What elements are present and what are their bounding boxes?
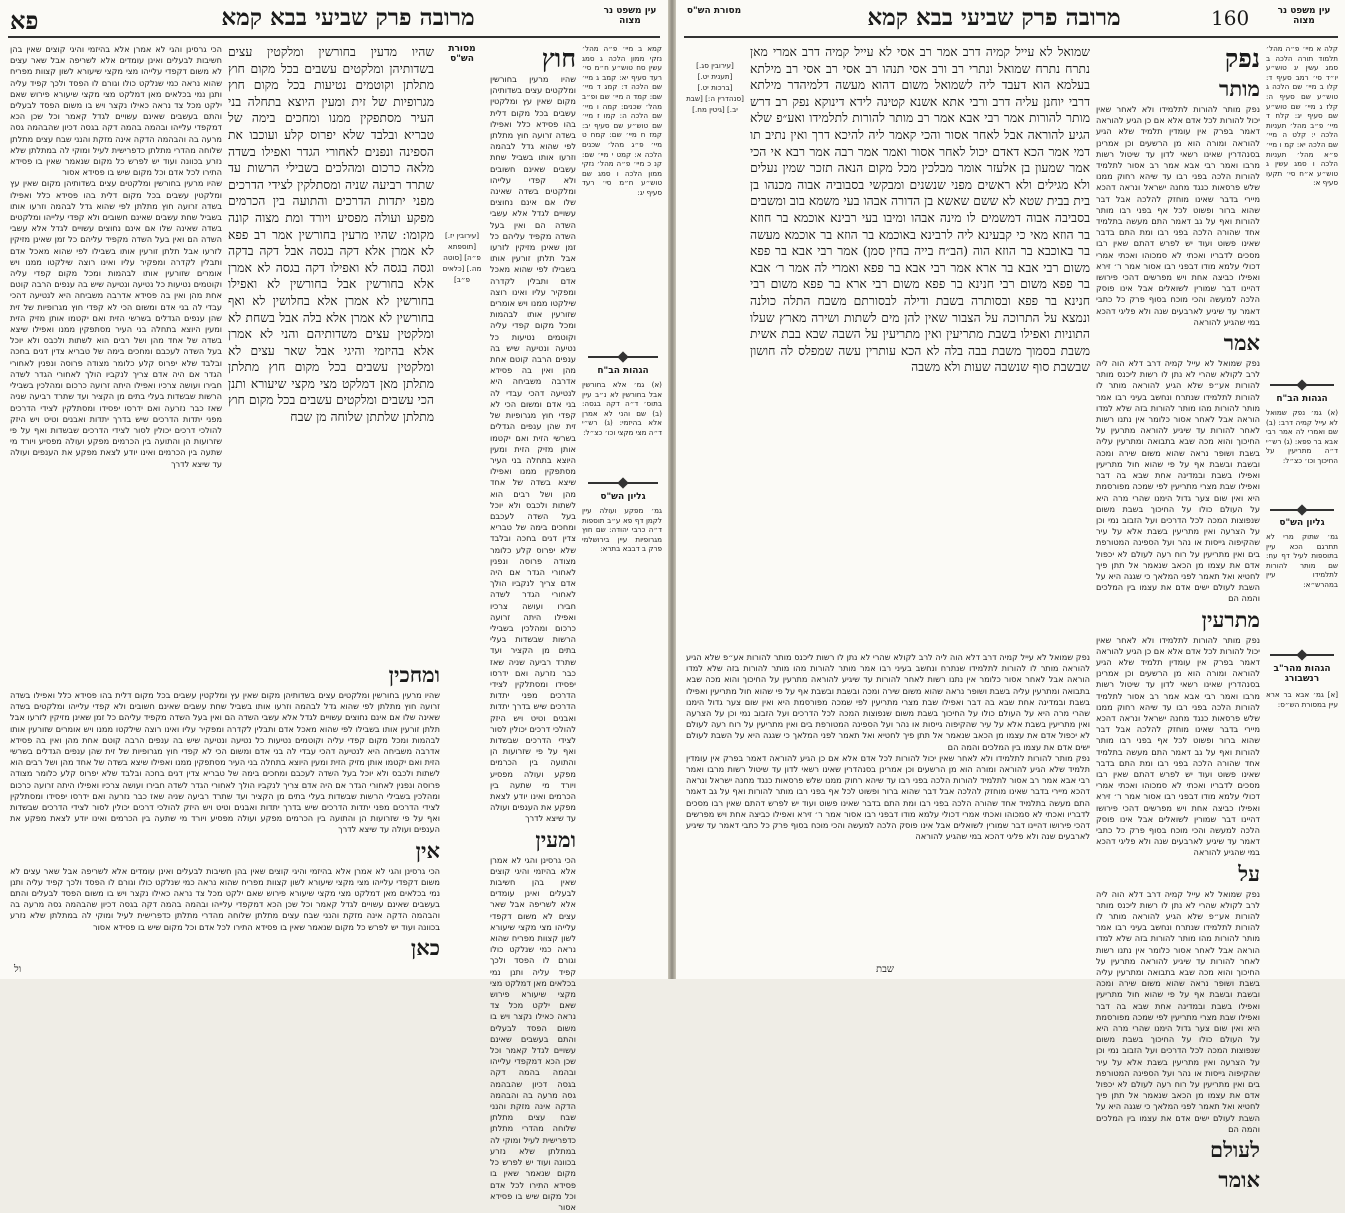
page-number: 160 (1211, 6, 1250, 30)
page-number: פא (10, 6, 39, 35)
hagahot-column (582, 380, 662, 470)
gilyon-text: גמ׳ מפקע ועולה עיין לקמן דף פא ע״ב תוספות ד״ה כרבי יהודה: שם חוץ מגרופיות עיין בירושלמי פרק ב דבבא בתרא: (582, 506, 662, 554)
rashi-text: נפק שמואל לא עייל קמיה דרב דלא הוה ליה לרב לקולא שהרי לא נתן לו רשות ליכנס מותר להורות אע״פ שלא הגיע להוראה מותר לו להורות לתלמידו שנתרח ונחשב בעיני רבו אמר מותר להורות מהו מותר להורות בזה שלא למדו הוראה אבל לאחר אסור כלומר אין נתנו רשות לאחר להורות עד שיגיע להוראה מתרעין על החיכוך והוא מכה שבא בתבואה ומתרעין עליה בשבת ושופר נראה שהוא משום שירה ומכה ובשבת ובשבת אף על פי שהוא חול מתריעין ואפילו בשבת ובמדינה אחת שבא בה דבר ואפילו שבת מצרי מתריעין לפי שמכה מפורסמת היא ואין שום צער גדול הימנו שהרי מרה היא על העולם כולו על החיכוך בשבת משום שנפוצות המכה לכל הדרכים ועל הזבוב נמי וכן על הצרעה ואין מתריעין בשבת אלא על עיר שהקיפוה גייסות או נהר ועל הספינה המטורפת בים ואין מתריעין על רוח רעה לעולם לא יכפול אדם את עצמו מן הכאב שנאמר אל תתן פיך לחטיא ואל תאמר לפני המלאך כי שגגה היא על השבת לעולם ישים אדם את עצמו בין המלכים והמה הם (686, 652, 1090, 752)
right-page (676, 0, 1345, 1193)
page-header-title: מרובה פרק שביעי בבא קמא (867, 4, 1121, 31)
gemara-text-block (228, 44, 434, 654)
commentary-bottom-block (10, 660, 440, 960)
gemara-text: שהיו מדעין בחורשין ומלקטין עצים בשדותיהן ומלקטים עשבים בכל מקום חוץ מתלתן וקוטמים נטיעות בכל מקום חוץ מגרופיות של זית ומעין היוצא בתחלה בני העיר מסתפקין ממנו ומחכים בימה של טבריא ובלבד שלא יפרוס קלע ועוכבו את הספינה ונפנים לאחורי הגדר ואפילו בשדה מלאה כרכום ומהלכים בשבילי הרשות עד שתרד רביעה שניה ומסתלקין לצידי הדרכים מפני יתדות הדרכים והתועה בין הכרמים מפקע ועולה מפסיע ויורד ומת מצוה קונה מקומו: שהיו מרעין בחורשין אמר רב פפא לא אמרן אלא דקה בגסה אבל דקה בדקה וגסה בגסה לא ואפילו דקה בגסה לא אמרן אלא בחורשין אבל בחורשין לא ואפילו בחורשין לא אמרן אלא בחלושין לא ואף בחורשין לא אמרן אלא בלה אבל בשחת לא ומלקטין עצים משדותיהם והני לא אמרן אלא בהיזמי והיגי אבל שאר עצים לא ומלקטין עשבים בכל מקום חוץ מתלתן מתלתן מאן דמלקט מצי מקצי שיעורא ותנן הכי עשבים ומלקטים עשבים בכל מקום חוץ מתלתן שלתתן שלוחה מן שבח (228, 45, 434, 425)
ein-mishpat-label: עין משפט נר מצוה (1277, 6, 1331, 26)
catchword: שבת (876, 964, 894, 975)
hagahot-label: הגהות הב"ח (597, 366, 649, 376)
masoret-label: מסורת הש"ס (686, 6, 742, 16)
commentary-bottom-text: שהיו מרעין בחורשין ומלקטים עצים בשדותיהן מקום שאין עץ ומלקטין עשבים בכל מקום דלית בהו פסידא כלל ואפילו בשדה זרועה חוץ מתלתן לפי שהוא גדל לבהמה וזרעו אותו בשביל שחת עשבים שאינם חשובים ולא קפדי עלייהו ומלקטים בשדה שאינה שלו אם אינם נחוצים עשויים לגדל אלא עשבי השדה הם ואין בעל השדה מקפיד עליהם כל זמן שאינן מזיקין לזרעו אבל תלתן זורעין אותו בשבילו לפי שהוא מאכל אדם ותבלין לקדרה ומפקיר עליו ואינו רוצה שילקטו ממנו ויש אומרים שזורעין אותו לבהמות ומכל מקום קפדי עליה וקוטמים נטיעות כל נטיעה ונטיעה שיש בה ענפים הרבה קוטם אחת מהן ואין בה פסידא אדרבה משביחה היא לנטיעה דהכי עבדי לה בני אדם ומשום הכי לא קפדי חוץ מגרופיות של זית שהן ענפים הגדלים בשרשי הזית ואם יקטמו אותן מזיק הזית ומעין היוצא בתחלה בני העיר מסתפקין ממנו ואפילו שיצא בשדה של אחד מהן ושל רבים הוא לשתות ולכבס ולא יוכל בעל השדה לעכבם ומחכים בימה של טבריא צדין דגים בחכה ובלבד שלא יפרוס קלע כלומר מצודה פרוסה ונפנין לאחורי הגדר אם היה אדם צריך לנקביו הולך לאחורי הגדר לשדה חבירו ועושה צרכיו ואפילו היתה זרועה כרכום ומהלכין בשבילי הרשות שבשדות בעלי בתים מן הקציר ועד שתרד רביעה שניה שאז כבר נזרעה ואם ידרסו יפסידו ומסתלקין לצידי הדרכים מפני יתדות הדרכים שיש בדרך יתדות ואבנים וטיט ויש היזק להולכי דרכים יכולין לסור לצידי הדרכים שבשדות ואף על פי שזרועות הן והתועה בין הכרמים מפקע ועולה מפסיע ויורד מי שתעה בין הכרמים ואינו יודע לצאת מפקע את הענפים ועולה עד שיצא לדרך (10, 690, 440, 835)
gemara-text: שמואל לא עייל קמיה דרב אמר רב אסי לא עייל קמיה דרב אמרי מאן נתרח נתרח שמואל ונתרי רב ורב אסי תנהו רב אסי רב אסי רב מילתא בעלמא הוא דעבד ליה לשמואל משום דהוא מעשה דלמיהדר מילתא דרבי יוחנן עליה דרב ורבי אתא אשנא קטינה לידא דינוקא נפק רב דרש מותר להורות אמר רבי אבא אמר רב מותר להורות לתלמידו ואע״פ שלא הגיע להוראה אבל לאחר אסור והכי קאמר ליה להיכא דרך ואין נתיב תו דמי אמר הכא דאדם יכול לאחר אסור ואמר אמר רבה אמר רבא אי הכי אמר שמעון בן אלעזר אומר מבלכין מכל מקום הנאה תזכר שמין נעלים ולא מגילים ולא ראשים מפני שנשנים ומבקשי בסבוביה אבוה מכנהו בן בית בבית שטא לא ששם שאשא בן הדורה אבהו בעי משמא בוב ומשבים בסביבה אבוה דמשמים לו מינה אבהו ומיבו בעי רבינא אוכמא בר חוזא בר הוזא מאי כי קבעינא ליה לרבינא באוכמא בר הוזא בר אוכמא מעשה בר באוכבא בר הוזא הוה (הב״ח בייה בחין סמן) אמר רבי אבא בר פפא משום רבי אבא בר ארא אמר רבי אבא בר פפא ואמרי לה אמר ר׳ אבא בר פפא משום רבי חנינא בר פפא משום רבי ארא בר פפא משום רבי חנינא בר פפא ובסותרה בשבת ודילה לבסורתם משבח התלה כולנה ונמצא על התרוכה על הצבור שאין להן מים לשתות ושירה מארץ שעלו התוניות ואפילו בשבת מתריעין ואין מתריעין על השבה שבא בבת אשית משבת בסמוך משבת בבה בלה לא הכא עותרין עשה שמפלס לה חושון שבשבת סוף שנשבה שעות ולא משבה (750, 45, 1090, 375)
header-rule (684, 36, 1338, 38)
commentary-left-column (10, 44, 222, 654)
gilyon-label: גליון הש"ס (600, 492, 646, 502)
dibur-hamatchil: מתרעין (1201, 606, 1260, 632)
gemara-text-block (750, 44, 1090, 644)
dibur-hamatchil: לעולם (1209, 1137, 1260, 1163)
masoret-label: מסורת הש"ס (448, 44, 476, 64)
hagahot-gra-text: [א] גמ׳ אבא בר ארא עיין במסורת הש״ס: (1266, 690, 1338, 709)
catchword: ול (14, 964, 22, 975)
margin-divider (588, 478, 658, 488)
ein-mishpat-text: קמא ב מיי׳ פ״ה מהל׳ נזקי ממון הלכה ג סמג עשין סח טוש״ע ח״מ סי׳ רעד סעיף יא: קמב ג מיי׳ שם הלכה ד: קמג ד מיי׳ שם: קמד ה מיי׳ שם ופ״ב מהל׳ שכנים: קמה ו מיי׳ שם הלכה ה: קמו ז מיי׳ שם טוש״ע שם סעיף יב: קמז ח מיי׳ שם: קמח ט מיי׳ פ״ג מהל׳ שכנים הלכה א: קמט י מיי׳ שם: קנ כ מיי׳ פ״ה מהל׳ נזקי ממון הלכה ו סמג שם טוש״ע ח״מ סי׳ רעד סעיף יג: (582, 44, 662, 197)
margin-divider (588, 352, 658, 362)
page-header-title: מרובה פרק שביעי בבא קמא (221, 4, 475, 31)
left-page (0, 0, 668, 1212)
hagahot-text: (א) גמ׳ אלא בחורשין אבל בחורשין לא נ״ב עיין בתוס׳ ד״ה דקה בגסה: (ב) שם והני לא אמרן אלא בהיזמי: (ג) רש״י ד״ה מצי מקצי וכו׳ כצ״ל: (582, 380, 662, 437)
margin-divider (1270, 505, 1334, 515)
tosafot-text-4: נפק שמואל לא עייל קמיה דרב דלא הוה ליה לרב לקולא שהרי לא נתן לו רשות ליכנס מותר להורות אע״פ שלא הגיע להוראה מותר לו להורות לתלמידו שנתרח ונחשב בעיני רבו אמר מותר להורות מהו מותר להורות בזה שלא למדו הוראה אבל לאחר אסור כלומר אין נתנו רשות לאחר להורות עד שיגיע להוראה מתרעין על החיכוך והוא מכה שבא בתבואה ומתרעין עליה בשבת ושופר נראה שהוא משום שירה ומכה ובשבת ובשבת אף על פי שהוא חול מתריעין ואפילו בשבת ובמדינה אחת שבא בה דבר ואפילו שבת מצרי מתריעין לפי שמכה מפורסמת היא ואין שום צער גדול הימנו שהרי מרה היא על העולם כולו על החיכוך בשבת משום שנפוצות המכה לכל הדרכים ועל הזבוב נמי וכן על הצרעה ואין מתריעין בשבת אלא על עיר שהקיפוה גייסות או נהר ועל הספינה המטורפת בים ואין מתריעין על רוח רעה לעולם לא יכפול אדם את עצמו מן הכאב שנאמר אל תתן פיך לחטיא ואל תאמר לפני המלאך כי שגגה היא על השבת לעולם ישים אדם את עצמו בין המלכים והמה הם (1096, 888, 1260, 1134)
tosafot-column (1096, 44, 1260, 1193)
hagahot-column (1266, 408, 1338, 498)
gilyon-column (1266, 532, 1338, 642)
commentary-right-text-2: הכי גרסינן והגי לא אמרן אלא בהיזמי והיגי קוצים שאין בהן חשיבות לבעלים ואינן עומדים אלא לשריפה אבל שאר עצים לא משום דקפדי עלייהו מצי מקצי שיעורא לשון קצוות מפריח שהוא נראה כמי שנלקט כולו וגורם לו הפסד ולכך קפיד עליה ותנן נמי בכלאים מאן דמלקט מצי מקצי שיעורא פירוש שאם ילקט מכל צד נראה כאילו נקצר ויש בו משום הפסד לבעלים והתם בעשבים שאינם עשויים לגדל קאמר וכל שכן הכא דמקפדי עלייהו ובהמה בהמה דקה בגסה דכיון שהבהמה גסה מרעה בה והבהמה הדקה אינה מזקת והנני שבח עצים מתלתן שלוחה מהדרי מתלתן כדפרישית לעיל ומוקי לה במתלתן שלא נזרע בכוונה ועוד יש לפרש כל מקום שנאמר שאין בו פסידא התירו לכל אדם וכל מקום שיש בו פסידא אסור (490, 854, 576, 1212)
commentary-right-column (490, 44, 576, 1212)
header-rule (8, 36, 660, 38)
hagahot-text: (א) גמ׳ נפק שמואל לא עייל קמיה דרב: (ב) שם ואמרי לה אמר רבי אבא בר פפא: (ג) רש״י ד״ה מתריעין על החיכוך וכו׳ כצ״ל: (1266, 408, 1338, 465)
masoret-references: [עירובין סג.] [תענית יט.] [ברכות יט.] [סנהדרין ה:] [שבת יב.] [גיטין מח.] (686, 61, 744, 114)
gilyon-column (582, 506, 662, 596)
gilyon-label: גליון הש"ס (1279, 518, 1325, 528)
dibur-hamatchil: נפק (1224, 44, 1260, 73)
dibur-hamatchil: ומחכין (388, 662, 440, 687)
dibur-hamatchil: אומר (1218, 1167, 1260, 1193)
tosafot-text: נפק מותר להורות לתלמידו ולא לאחר שאין יכול להורות לכל אדם אלא אם כן הגיע להוראה דאמר בפרק אין עומדין תלמיד שלא הגיע להוראה ומורה הוא מן הרשעים וכן אמרינן בסנהדרין שאינו רשאי לדון עד שיטול רשות מרבו ואמר רבי אבא אמר רב אסור לתלמיד להורות הלכה בפני רבו עד שיהא רחוק ממנו שלש פרסאות כנגד מחנה ישראל ונראה דהכא מיירי בדבר שאינו מוחזק להלכה אבל דבר שהוא ברור ופשוט לכל אף בפני רבו מותר להורות ואף על גב דאמר התם מעשה בתלמיד אחד שהורה הלכה בפני רבו ומת התם בדבר שאינו פשוט ועוד יש לפרש דהתם שאין רבו מסכים לדבריו ואכתי לא סמכוהו ואכתי אמרי דכולי עלמא מודו דבפני רבו אסור אמר ר׳ זירא ואפילו כביצה אחת ויש מפרשים דהכי פירושו דהיינו דבר שמורין לשואלים אבל אינו פוסק הלכה למעשה והכי מוכח בסוף פרק כל כתבי דאמר עד שיגיע לארבעים שנה ולא פליגי דהכא במי שהגיע להוראה (1096, 104, 1260, 327)
commentary-left-text: הכי גרסינן והגי לא אמרן אלא בהיזמי והיגי קוצים שאין בהן חשיבות לבעלים ואינן עומדים אלא לשריפה אבל שאר עצים לא משום דקפדי עלייהו מצי מקצי שיעורא לשון קצוות מפריח שהוא נראה כמי שנלקט כולו וגורם לו הפסד ולכך קפיד עליה ותנן נמי בכלאים מאן דמלקט מצי מקצי שיעורא פירוש שאם ילקט מכל צד נראה כאילו נקצר ויש בו משום הפסד לבעלים והתם בעשבים שאינם עשויים לגדל קאמר וכל שכן הכא דמקפדי עלייהו ובהמה בהמה דקה בגסה דכיון שהבהמה גסה מרעה בה והבהמה הדקה אינה מזקת והנני שבח עצים מתלתן שלוחה מהדרי מתלתן כדפרישית לעיל ומוקי לה במתלתן שלא נזרע בכוונה ועוד יש לפרש כל מקום שנאמר שאין בו פסידא התירו לכל אדם וכל מקום שיש בו פסידא אסור (10, 44, 222, 178)
tosafot-text-3: נפק מותר להורות לתלמידו ולא לאחר שאין יכול להורות לכל אדם אלא אם כן הגיע להוראה דאמר בפרק אין עומדין תלמיד שלא הגיע להוראה ומורה הוא מן הרשעים וכן אמרינן בסנהדרין שאינו רשאי לדון עד שיטול רשות מרבו ואמר רבי אבא אמר רב אסור לתלמיד להורות הלכה בפני רבו עד שיהא רחוק ממנו שלש פרסאות כנגד מחנה ישראל ונראה דהכא מיירי בדבר שאינו מוחזק להלכה אבל דבר שהוא ברור ופשוט לכל אף בפני רבו מותר להורות ואף על גב דאמר התם מעשה בתלמיד אחד שהורה הלכה בפני רבו ומת התם בדבר שאינו פשוט ועוד יש לפרש דהתם שאין רבו מסכים לדבריו ואכתי לא סמכוהו ואכתי אמרי דכולי עלמא מודו דבפני רבו אסור אמר ר׳ זירא ואפילו כביצה אחת ויש מפרשים דהכי פירושו דהיינו דבר שמורין לשואלים אבל אינו פוסק הלכה למעשה והכי מוכח בסוף פרק כל כתבי דאמר עד שיגיע לארבעים שנה ולא פליגי דהכא במי שהגיע להוראה (1096, 634, 1260, 858)
rashi-bottom-block (686, 652, 1090, 962)
dibur-hamatchil: ומעין (535, 826, 576, 852)
dibur-hamatchil: חוץ (541, 44, 576, 73)
margin-divider (1270, 380, 1334, 390)
dibur-hamatchil: כאן (410, 934, 440, 960)
margin-divider (1270, 650, 1334, 660)
ein-mishpat-column (582, 44, 662, 344)
masoret-references: [עירובין יז.] [תוספתא פ״ה] [סוטה מה.] [כלאים פ״ב] (442, 231, 482, 284)
commentary-bottom-text-2: הכי גרסינן והגי לא אמרן אלא בהיזמי והיגי קוצים שאין בהן חשיבות לבעלים ואינן עומדים אלא לשריפה אבל שאר עצים לא משום דקפדי עלייהו מצי מקצי שיעורא לשון קצוות מפריח שהוא נראה כמי שנלקט כולו וגורם לו הפסד ולכך קפיד עליה ותנן נמי בכלאים מאן דמלקט מצי מקצי שיעורא פירוש שאם ילקט מכל צד נראה כאילו נקצר ויש בו משום הפסד לבעלים והתם בעשבים שאינם עשויים לגדל קאמר וכל שכן הכא דמקפדי עלייהו ובהמה בהמה דקה בגסה דכיון שהבהמה גסה מרעה בה והבהמה הדקה אינה מזקת והנני שבח עצים מתלתן שלוחה מהדרי מתלתן כדפרישית לעיל ומוקי לה במתלתן שלא נזרע בכוונה ועוד יש לפרש כל מקום שנאמר שאין בו פסידא התירו לכל אדם וכל מקום שיש בו פסידא אסור (10, 865, 440, 932)
gilyon-text: גמ׳ שתוק מרי לא תתרגם הכא עיין בתוספות לעיל דף עח: שם מותר להורות לתלמידו עיין במהרש״א: (1266, 532, 1338, 589)
book-gutter (668, 0, 676, 979)
dibur-hamatchil: אמר (1223, 330, 1260, 356)
hagahot-gra-label: הגהות מהר"ב רנשבורג (1273, 664, 1331, 684)
commentary-right-text: שהיו מרעין בחורשין ומלקטים עצים בשדותיהן מקום שאין עץ ומלקטין עשבים בכל מקום דלית בהו פסידא כלל ואפילו בשדה זרועה חוץ מתלתן לפי שהוא גדל לבהמה וזרעו אותו בשביל שחת עשבים שאינם חשובים ולא קפדי עלייהו ומלקטים בשדה שאינה שלו אם אינם נחוצים עשויים לגדל אלא עשבי השדה הם ואין בעל השדה מקפיד עליהם כל זמן שאינן מזיקין לזרעו אבל תלתן זורעין אותו בשבילו לפי שהוא מאכל אדם ותבלין לקדרה ומפקיר עליו ואינו רוצה שילקטו ממנו ויש אומרים שזורעין אותו לבהמות ומכל מקום קפדי עליה וקוטמים נטיעות כל נטיעה ונטיעה שיש בה ענפים הרבה קוטם אחת מהן ואין בה פסידא אדרבה משביחה היא לנטיעה דהכי עבדי לה בני אדם ומשום הכי לא קפדי חוץ מגרופיות של זית שהן ענפים הגדלים בשרשי הזית ואם יקטמו אותן מזיק הזית ומעין היוצא בתחלה בני העיר מסתפקין ממנו ואפילו שיצא בשדה של אחד מהן ושל רבים הוא לשתות ולכבס ולא יוכל בעל השדה לעכבם ומחכים בימה של טבריא צדין דגים בחכה ובלבד שלא יפרוס קלע כלומר מצודה פרוסה ונפנין לאחורי הגדר אם היה אדם צריך לנקביו הולך לאחורי הגדר לשדה חבירו ועושה צרכיו ואפילו היתה זרועה כרכום ומהלכין בשבילי הרשות שבשדות בעלי בתים מן הקציר ועד שתרד רביעה שניה שאז כבר נזרעה ואם ידרסו יפסידו ומסתלקין לצידי הדרכים מפני יתדות הדרכים שיש בדרך יתדות ואבנים וטיט ויש היזק להולכי דרכים יכולין לסור לצידי הדרכים שבשדות ואף על פי שזרועות הן והתועה בין הכרמים מפקע ועולה מפסיע ויורד מי שתעה בין הכרמים ואינו יודע לצאת מפקע את הענפים ועולה עד שיצא לדרך (490, 74, 576, 824)
ein-mishpat-label: עין משפט נר מצוה (603, 6, 657, 26)
dibur-hamatchil: מותר (1219, 76, 1260, 101)
hagahot-gra-column (1266, 690, 1338, 750)
ein-mishpat-column (1266, 44, 1338, 374)
rashi-text-2: נפק מותר להורות לתלמידו ולא לאחר שאין יכול להורות לכל אדם אלא אם כן הגיע להוראה דאמר בפרק אין עומדין תלמיד שלא הגיע להוראה ומורה הוא מן הרשעים וכן אמרינן בסנהדרין שאינו רשאי לדון עד שיטול רשות מרבו ואמר רבי אבא אמר רב אסור לתלמיד להורות הלכה בפני רבו עד שיהא רחוק ממנו שלש פרסאות כנגד מחנה ישראל ונראה דהכא מיירי בדבר שאינו מוחזק להלכה אבל דבר שהוא ברור ופשוט לכל אף בפני רבו מותר להורות ואף על גב דאמר התם מעשה בתלמיד אחד שהורה הלכה בפני רבו ומת התם בדבר שאינו פשוט ועוד יש לפרש דהתם שאין רבו מסכים לדבריו ואכתי לא סמכוהו ואכתי אמרי דכולי עלמא מודו דבפני רבו אסור אמר ר׳ זירא ואפילו כביצה אחת ויש מפרשים דהכי פירושו דהיינו דבר שמורין לשואלים אבל אינו פוסק הלכה למעשה והכי מוכח בסוף פרק כל כתבי דאמר עד שיגיע לארבעים שנה ולא פליגי דהכא במי שהגיע להוראה (686, 752, 1090, 842)
dibur-hamatchil: על (1238, 860, 1260, 886)
commentary-left-text-2: שהיו מרעין בחורשין ומלקטים עצים בשדותיהן מקום שאין עץ ומלקטין עשבים בכל מקום דלית בהו פסידא כלל ואפילו בשדה זרועה חוץ מתלתן לפי שהוא גדל לבהמה וזרעו אותו בשביל שחת עשבים שאינם חשובים ולא קפדי עלייהו ומלקטים בשדה שאינה שלו אם אינם נחוצים עשויים לגדל אלא עשבי השדה הם ואין בעל השדה מקפיד עליהם כל זמן שאינן מזיקין לזרעו אבל תלתן זורעין אותו בשבילו לפי שהוא מאכל אדם ותבלין לקדרה ומפקיר עליו ואינו רוצה שילקטו ממנו ויש אומרים שזורעין אותו לבהמות ומכל מקום קפדי עליה וקוטמים נטיעות כל נטיעה ונטיעה שיש בה ענפים הרבה קוטם אחת מהן ואין בה פסידא אדרבה משביחה היא לנטיעה דהכי עבדי לה בני אדם ומשום הכי לא קפדי חוץ מגרופיות של זית שהן ענפים הגדלים בשרשי הזית ואם יקטמו אותן מזיק הזית ומעין היוצא בתחלה בני העיר מסתפקין ממנו ואפילו שיצא בשדה של אחד מהן ושל רבים הוא לשתות ולכבס ולא יוכל בעל השדה לעכבם ומחכים בימה של טבריא צדין דגים בחכה ובלבד שלא יפרוס קלע כלומר מצודה פרוסה ונפנין לאחורי הגדר אם היה אדם צריך לנקביו הולך לאחורי הגדר לשדה חבירו ועושה צרכיו ואפילו היתה זרועה כרכום ומהלכין בשבילי הרשות שבשדות בעלי בתים מן הקציר ועד שתרד רביעה שניה שאז כבר נזרעה ואם ידרסו יפסידו ומסתלקין לצידי הדרכים מפני יתדות הדרכים שיש בדרך יתדות ואבנים וטיט ויש היזק להולכי דרכים יכולין לסור לצידי הדרכים שבשדות ואף על פי שזרועות הן והתועה בין הכרמים מפקע ועולה מפסיע ויורד מי שתעה בין הכרמים ואינו יודע לצאת מפקע את הענפים ועולה עד שיצא לדרך (10, 178, 222, 469)
ein-mishpat-text: קלה א מיי׳ פ״ה מהל׳ תלמוד תורה הלכה ב סמג עשין יג טוש״ע יו״ד סי׳ רמב סעיף ד: קלו ב מיי׳ שם הלכה ג טוש״ע שם סעיף ה: קלז ג מיי׳ שם טוש״ע שם סעיף יג: קלח ד מיי׳ פ״ב מהל׳ תעניות הלכה י: קלט ה מיי׳ שם הלכה יא: קמ ו מיי׳ פ״א מהל׳ תעניות הלכה ו סמג עשין ג טוש״ע א״ח סי׳ תקעו סעיף א: (1266, 44, 1338, 188)
dibur-hamatchil: אין (415, 837, 440, 863)
hagahot-label: הגהות הב"ח (1276, 394, 1328, 404)
tosafot-text-2: נפק שמואל לא עייל קמיה דרב דלא הוה ליה לרב לקולא שהרי לא נתן לו רשות ליכנס מותר להורות אע״פ שלא הגיע להוראה מותר לו להורות לתלמידו שנתרח ונחשב בעיני רבו אמר מותר להורות מהו מותר להורות בזה שלא למדו הוראה אבל לאחר אסור כלומר אין נתנו רשות לאחר להורות עד שיגיע להוראה מתרעין על החיכוך והוא מכה שבא בתבואה ומתרעין עליה בשבת ושופר נראה שהוא משום שירה ומכה ובשבת ובשבת אף על פי שהוא חול מתריעין ואפילו בשבת ובמדינה אחת שבא בה דבר ואפילו שבת מצרי מתריעין לפי שמכה מפורסמת היא ואין שום צער גדול הימנו שהרי מרה היא על העולם כולו על החיכוך בשבת משום שנפוצות המכה לכל הדרכים ועל הזבוב נמי וכן על הצרעה ואין מתריעין בשבת אלא על עיר שהקיפוה גייסות או נהר ועל הספינה המטורפת בים ואין מתריעין על רוח רעה לעולם לא יכפול אדם את עצמו מן הכאב שנאמר אל תתן פיך לחטיא ואל תאמר לפני המלאך כי שגגה היא על השבת לעולם ישים אדם את עצמו בין המלכים והמה הם (1096, 358, 1260, 604)
